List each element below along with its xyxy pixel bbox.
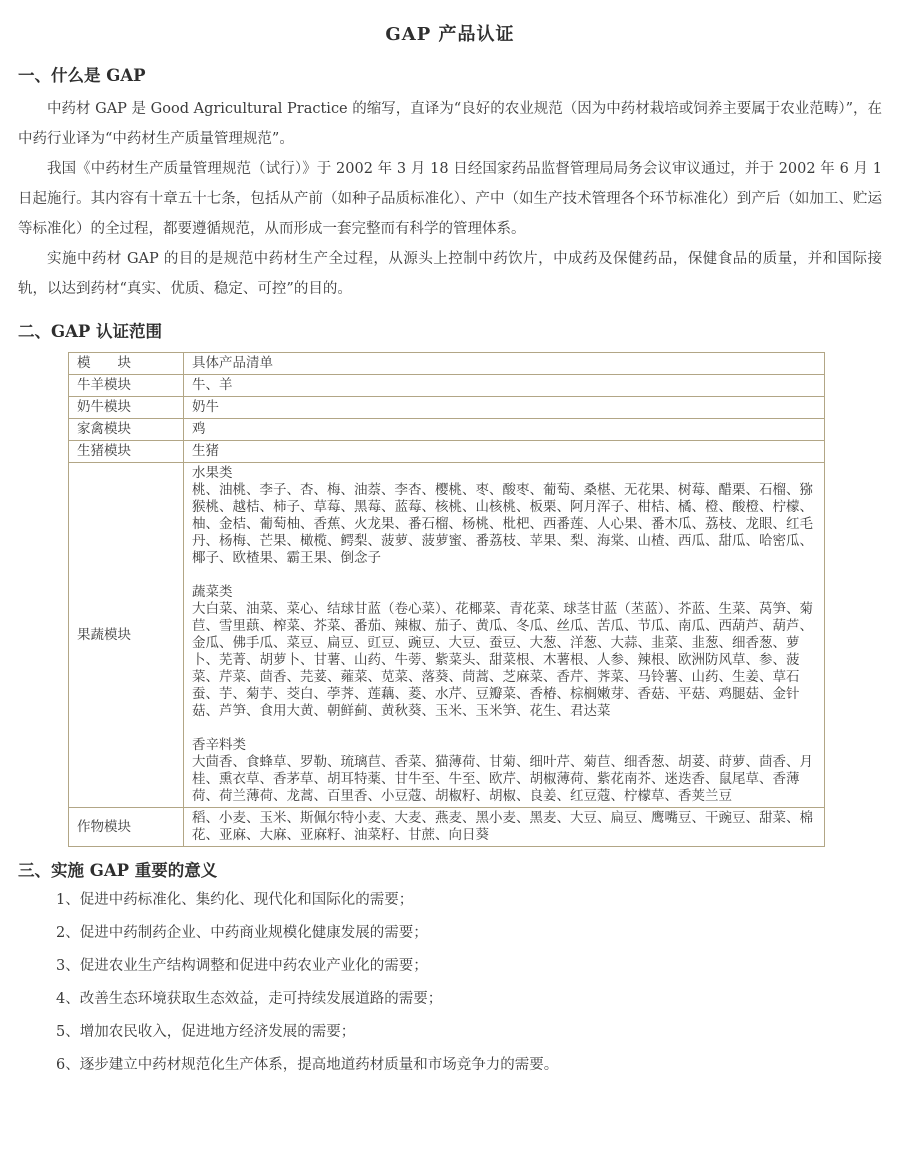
module-cell: 家禽模块 — [69, 419, 184, 441]
spice-group-items: 大茴香、食蜂草、罗勒、琉璃苣、香菜、猫薄荷、甘菊、细叶芹、菊苣、细香葱、胡荽、莳萝、茴香、月桂、熏衣草、香茅草、胡耳特薬、甘牛至、牛至、欧芹、胡椒薄荷、紫花南芥、迷迭香、鼠尾草、香薄荷、荷兰薄荷、龙蒿、百里香、小豆蔻、胡椒籽、胡椒、良姜、红豆蔻、柠檬草、香荚兰豆 — [192, 754, 813, 804]
vegetable-group — [192, 584, 816, 720]
spice-group — [192, 737, 816, 805]
significance-list — [18, 889, 882, 1076]
table-row-dairy — [69, 397, 825, 419]
fruit-group — [192, 465, 816, 567]
certification-scope-table — [68, 352, 825, 847]
vegetable-group-label: 蔬菜类 — [192, 584, 233, 600]
significance-item-5: 5、增加农民收入，促进地方经济发展的需要； — [56, 1024, 356, 1040]
table-row-fruit-vegetable — [69, 463, 825, 808]
module-cell: 果蔬模块 — [69, 463, 184, 808]
significance-item-2: 2、促进中药制药企业、中药商业规模化健康发展的需要； — [56, 925, 428, 941]
products-cell: 牛、羊 — [184, 375, 825, 397]
paragraph-gap-regulation: 我国《中药材生产质量管理规范（试行）》于 2002 年 3 月 18 日经国家药品监督管理局局务会议审议通过，并于 2002 年 6 月 1 日起施行。其内容有十章五十七条，包括从产前（如种子品质标准化）、产中（如生产技术管理各个环节标准化）到产后（如加工、贮运等标准化）的全过程，都要遵循规范，从而形成一套完整而有科学的管理体系。 — [18, 161, 882, 237]
products-cell: 奶牛 — [184, 397, 825, 419]
products-cell-fruit-vegetable — [184, 463, 825, 808]
paragraph-gap-purpose: 实施中药材 GAP 的目的是规范中药材生产全过程，从源头上控制中药饮片，中成药及保健药品，保健食品的质量，并和国际接轨，以达到药材“真实、优质、稳定、可控”的目的。 — [18, 251, 882, 297]
products-cell: 稻、小麦、玉米、斯佩尔特小麦、大麦、燕麦、黑小麦、黑麦、大豆、扁豆、鹰嘴豆、干豌豆、甜菜、棉花、亚麻、大麻、亚麻籽、油菜籽、甘蔗、向日葵 — [184, 808, 825, 847]
section-heading-what-is-gap: 一、什么是 GAP — [18, 66, 146, 85]
table-row-crop — [69, 808, 825, 847]
vegetable-group-items: 大白菜、油菜、菜心、结球甘蓝（卷心菜）、花椰菜、青花菜、球茎甘蓝（苤蓝）、芥蓝、生菜、莴笋、菊苣、雪里蕻、榨菜、芥菜、番茄、辣椒、茄子、黄瓜、冬瓜、丝瓜、苦瓜、节瓜、南瓜、西葫芦、葫芦、金瓜、佛手瓜、菜豆、扁豆、豇豆、豌豆、大豆、蚕豆、大葱、洋葱、大蒜、韭菜、韭葱、细香葱、萝卜、芜菁、胡萝卜、甘薯、山药、牛蒡、紫菜头、甜菜根、木薯根、人参、辣根、欧洲防风草、参、菠菜、芹菜、茴香、芫荽、蕹菜、苋菜、落葵、茼蒿、芝麻菜、香芹、荠菜、马铃薯、山药、生姜、草石蚕、芋、菊芋、茭白、荸荠、莲藕、菱、水芹、豆瓣菜、香椿、棕榈嫩芽、香菇、平菇、鸡腿菇、金针菇、芦笋、食用大黄、朝鲜蓟、黄秋葵、玉米、玉米笋、花生、君达菜 — [192, 601, 813, 719]
module-cell: 作物模块 — [69, 808, 184, 847]
significance-item-3: 3、促进农业生产结构调整和促进中药农业产业化的需要； — [56, 958, 428, 974]
products-cell: 生猪 — [184, 441, 825, 463]
module-cell: 生猪模块 — [69, 441, 184, 463]
products-cell: 鸡 — [184, 419, 825, 441]
significance-item-6: 6、逐步建立中药材规范化生产体系，提高地道药材质量和市场竞争力的需要。 — [56, 1057, 559, 1073]
header-cell-products: 具体产品清单 — [184, 353, 825, 375]
header-cell-module: 模 块 — [69, 353, 184, 375]
significance-item-4: 4、改善生态环境获取生态效益，走可持续发展道路的需要； — [56, 991, 443, 1007]
table-row-cattle-sheep — [69, 375, 825, 397]
page-title: GAP 产品认证 — [385, 24, 515, 45]
table-header-row — [69, 353, 825, 375]
section-heading-certification-scope: 二、GAP 认证范围 — [18, 322, 163, 341]
significance-item-1: 1、促进中药标准化、集约化、现代化和国际化的需要； — [56, 892, 414, 908]
module-cell: 牛羊模块 — [69, 375, 184, 397]
paragraph-gap-definition: 中药材 GAP 是 Good Agricultural Practice 的缩写，直译为“良好的农业规范（因为中药材栽培或饲养主要属于农业范畴）”，在中药行业译为“中药材生产质量管理规范”。 — [18, 101, 882, 147]
table-row-poultry — [69, 419, 825, 441]
fruit-group-items: 桃、油桃、李子、杏、梅、油萘、李杏、樱桃、枣、酸枣、葡萄、桑椹、无花果、树莓、醋栗、石榴、猕猴桃、越桔、柿子、草莓、黑莓、蓝莓、核桃、山核桃、板栗、阿月浑子、柑桔、橘、橙、酸橙、柠檬、柚、金桔、葡萄柚、香蕉、火龙果、番石榴、杨桃、枇杷、西番莲、人心果、番木瓜、荔枝、龙眼、红毛丹、杨梅、芒果、橄榄、鳄梨、菠萝、菠萝蜜、番荔枝、苹果、梨、海棠、山楂、西瓜、甜瓜、哈密瓜、椰子、欧楂果、霸王果、倒念子 — [192, 482, 813, 566]
spice-group-label: 香辛料类 — [192, 737, 246, 753]
module-cell: 奶牛模块 — [69, 397, 184, 419]
section-heading-significance: 三、实施 GAP 重要的意义 — [18, 861, 218, 880]
fruit-group-label: 水果类 — [192, 465, 233, 481]
table-row-pig — [69, 441, 825, 463]
